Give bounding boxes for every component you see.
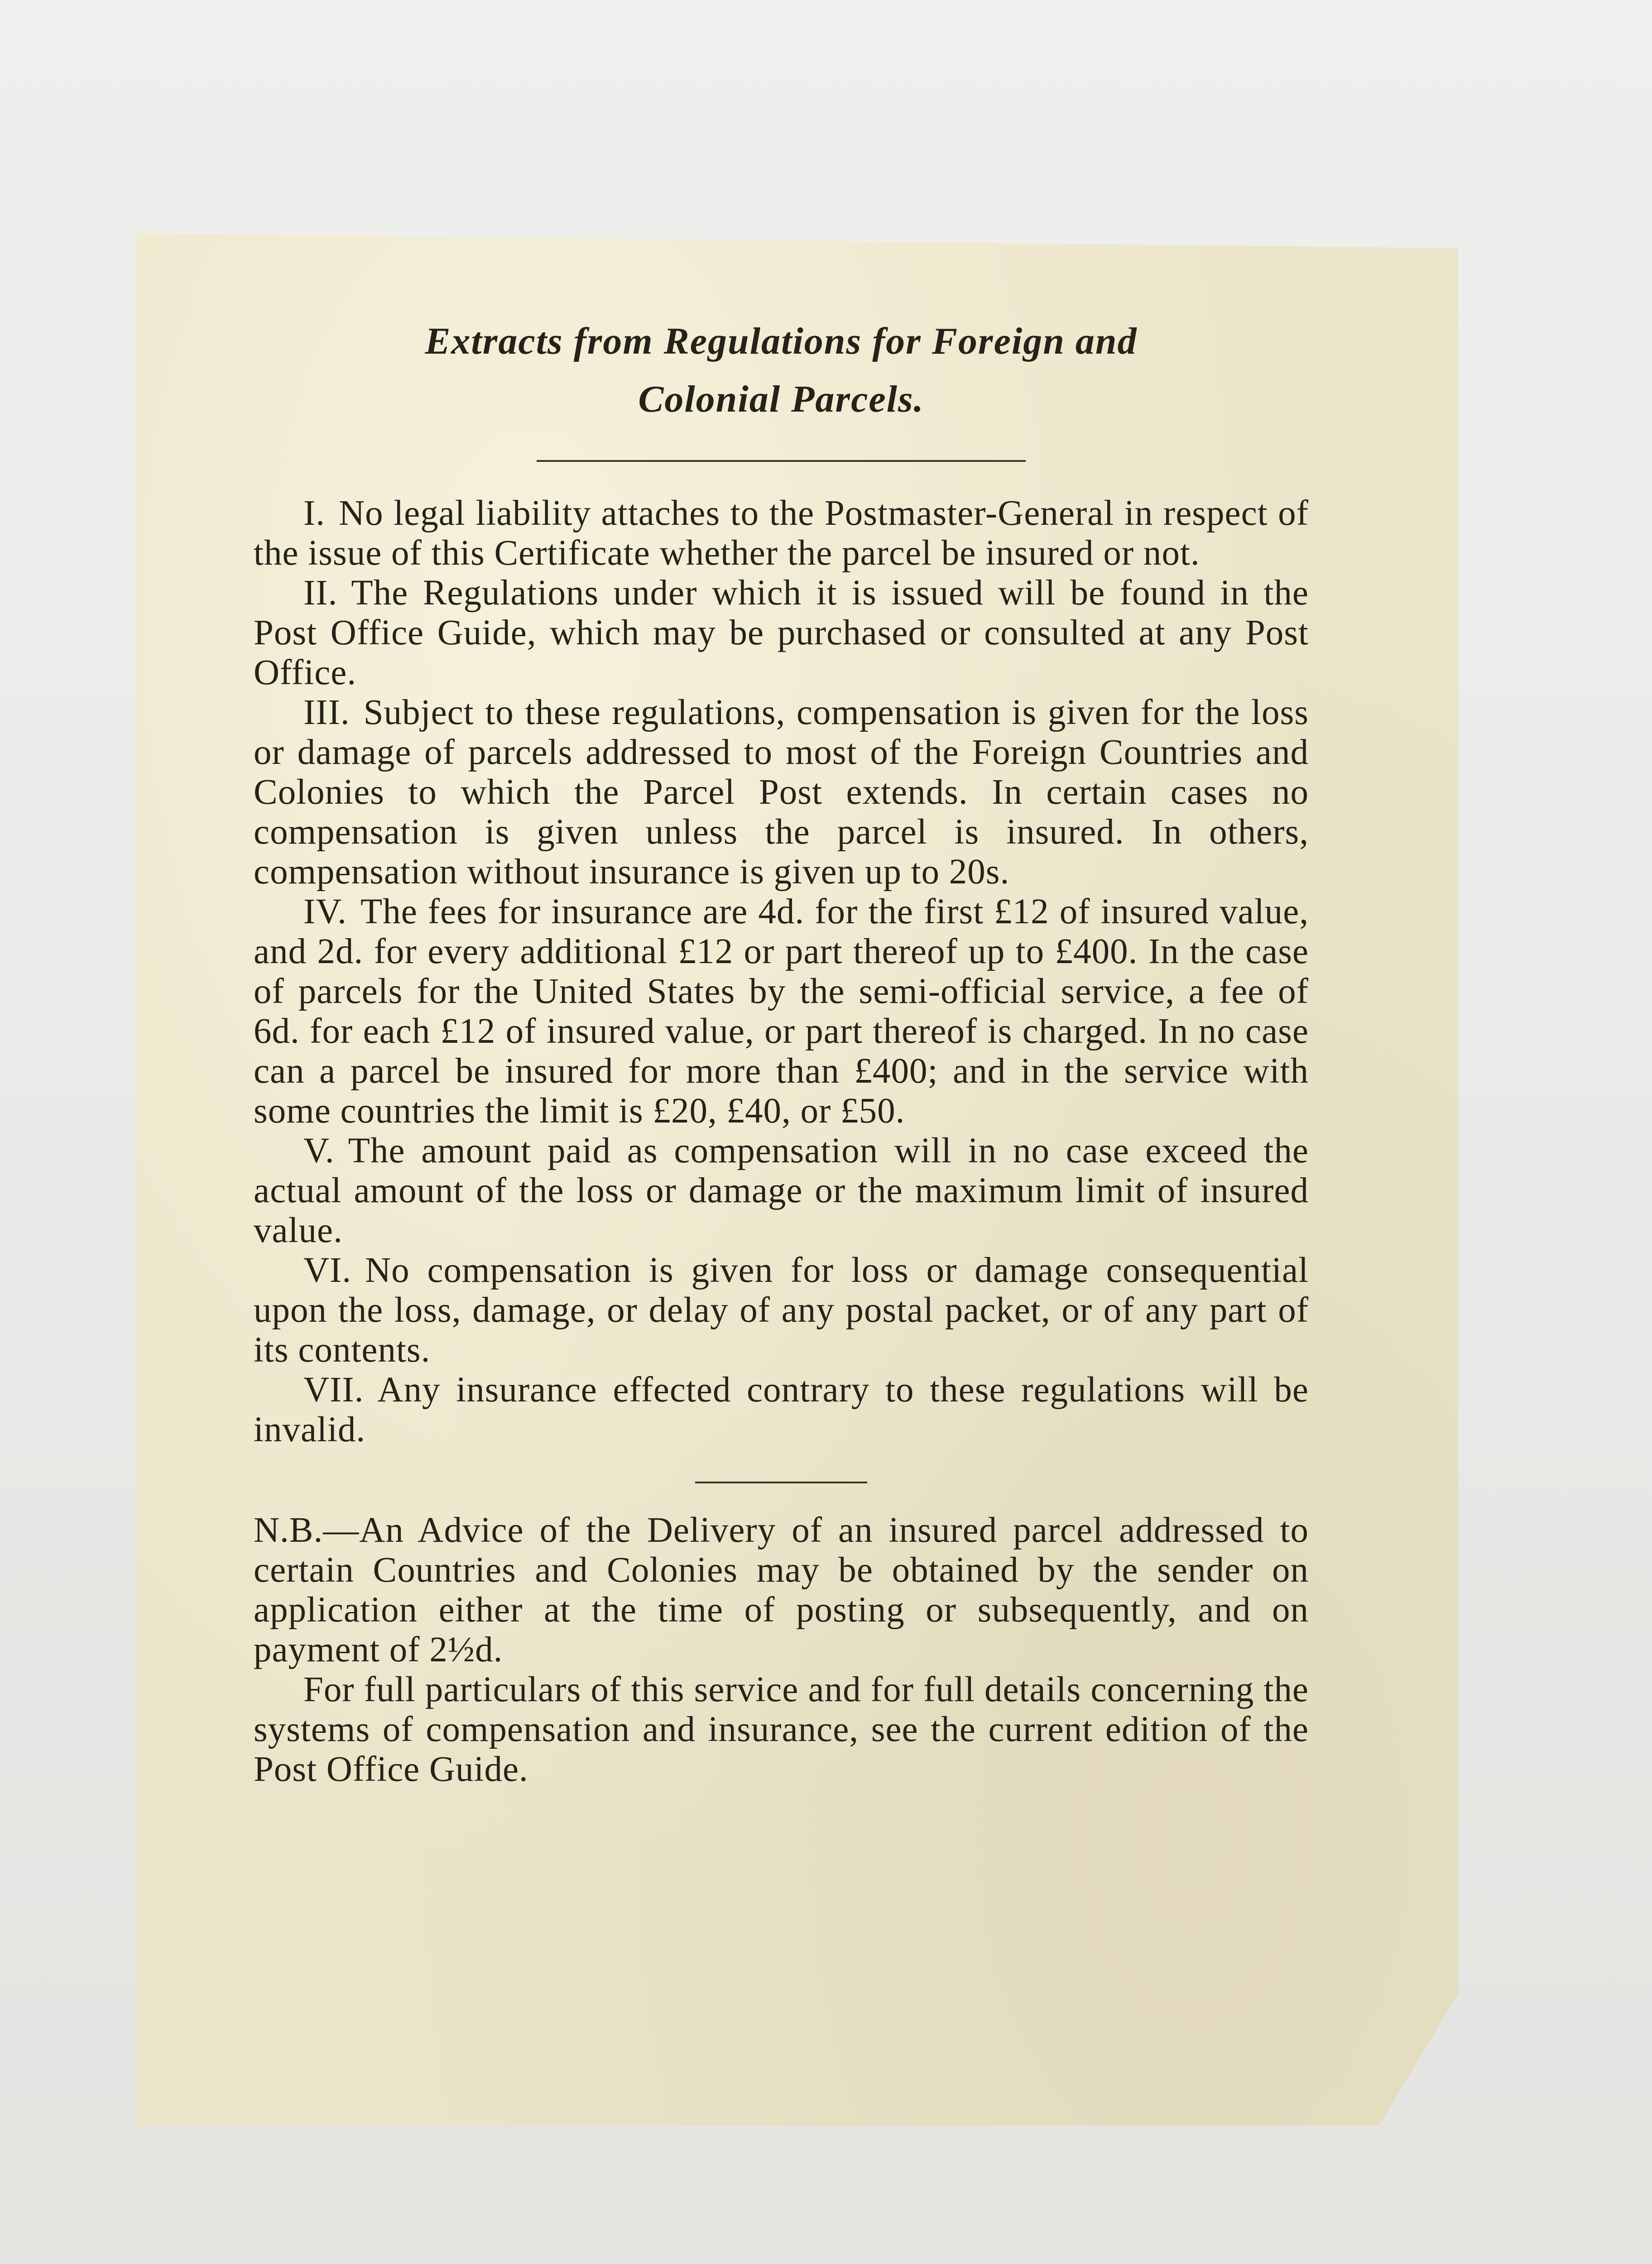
nb-followup-text: For full particulars of this service and for full details concerning the systems of compensation and insurance, see the current edition of the Post Office Guide. (254, 1670, 1309, 1789)
title-divider (537, 460, 1026, 462)
section-text: No legal liability attaches to the Postmaster-General in respect of the issue of this Certificate whether the parcel be insured or not. (254, 494, 1309, 573)
nb-divider (695, 1482, 867, 1483)
section-number: II. (303, 573, 338, 613)
section-text: No compensation is given for loss or damage consequential upon the loss, damage, or delay of any postal packet, or of any part of its contents. (254, 1251, 1309, 1370)
section-text: Subject to these regulations, compensation is given for the loss or damage of parcels addressed to most of the Foreign Countries and Colonies to which the Parcel Post extends. In certain cases no compensation is given unless the parcel is insured. In others, compensation without insurance is given up to 20s. (254, 693, 1309, 892)
section-number: IV. (303, 892, 347, 931)
section-text: Any insurance effected contrary to these regulations will be invalid. (254, 1370, 1309, 1449)
document-title (254, 312, 1309, 428)
section-7 (254, 1370, 1309, 1450)
section-text: The fees for insurance are 4d. for the first £12 of insured value, and 2d. for every additional £12 or part thereof up to £400. In the case of parcels for the United States by the semi-official service, a fee of 6d. for each £12 of insured value, or part thereof is charged. In no case can a parcel be insured for more than £400; and in the service with some countries the limit is £20, £40, or £50. (254, 892, 1309, 1131)
section-3 (254, 693, 1309, 892)
title-line-2: Colonial Parcels. (638, 378, 924, 420)
section-2 (254, 573, 1309, 693)
title-line-1: Extracts from Regulations for Foreign and (425, 320, 1138, 362)
section-number: I. (303, 494, 326, 533)
nb-followup (254, 1670, 1309, 1789)
section-number: VI. (303, 1251, 352, 1290)
section-text: The amount paid as compensation will in no case exceed the actual amount of the loss or damage or the maximum limit of insured value. (254, 1131, 1309, 1250)
section-number: VII. (303, 1370, 364, 1410)
document-body (254, 312, 1309, 1789)
section-number: V. (303, 1131, 335, 1170)
section-5 (254, 1131, 1309, 1251)
nb-note: N.B.—An Advice of the Delivery of an insured parcel addressed to certain Countries and Colonies may be obtained by the sender on application either at the time of posting or subsequently, and on payment of 2½d. (254, 1511, 1309, 1669)
section-6 (254, 1251, 1309, 1370)
section-1 (254, 494, 1309, 573)
section-text: The Regulations under which it is issued will be found in the Post Office Guide, which may be purchased or consulted at any Post Office. (254, 573, 1309, 692)
section-4 (254, 892, 1309, 1131)
section-number: III. (303, 693, 350, 732)
